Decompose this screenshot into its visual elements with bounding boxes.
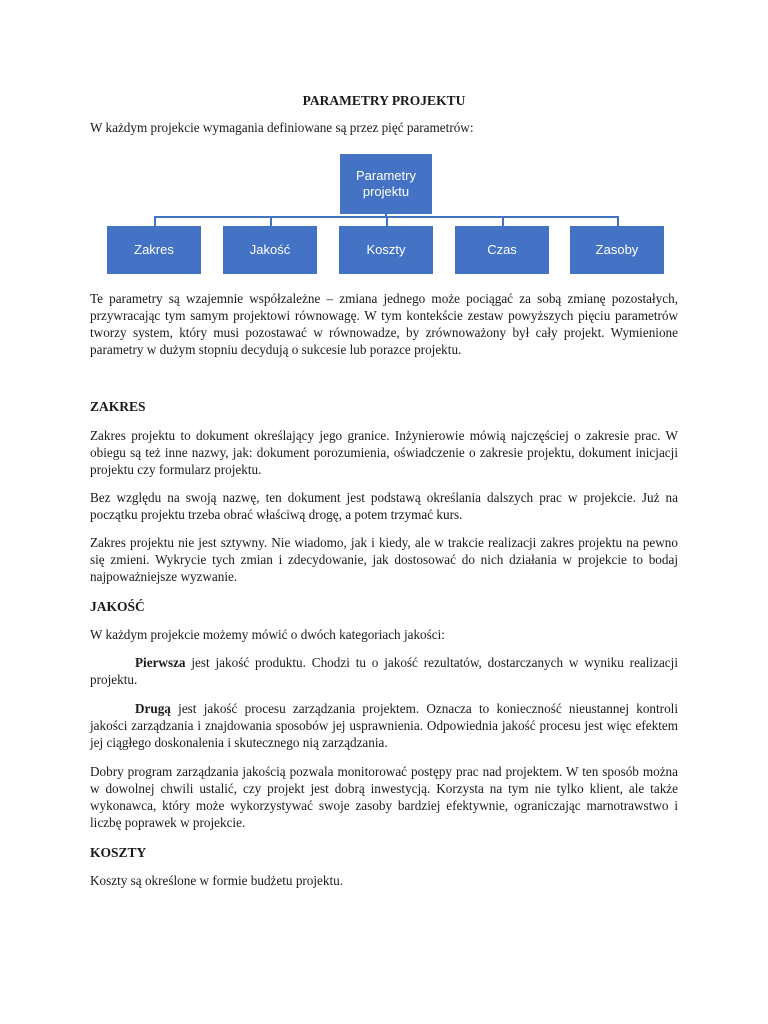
second-bold-term: Drugą: [135, 701, 171, 716]
connector-zasoby: [617, 216, 619, 226]
jakosc-paragraph-1: W każdym projekcie możemy mówić o dwóch kategoriach jakości:: [90, 627, 445, 642]
connector-zakres: [154, 216, 156, 226]
first-rest-text: jest jakość produktu. Chodzi tu o jakość rezultatów, dostarczanych w wyniku realizacji projektu.: [90, 655, 678, 687]
connector-jakosc: [270, 216, 272, 226]
connector-koszty: [386, 216, 388, 226]
first-bold-term: Pierwsza: [135, 655, 186, 670]
second-rest-text: jest jakość procesu zarządzania projektem. Oznacza to konieczność nieustannej kontroli jakości zarządzania i znajdowania sposobów jej usprawnienia. Odpowiednia jakość procesu jest więc efektem jej ciągłego doskonalenia i skutecznego nią zarządzania.: [90, 701, 678, 750]
diagram-node-czas: Czas: [455, 226, 549, 274]
intro-paragraph: W każdym projekcie wymagania definiowane są przez pięć parametrów:: [90, 120, 474, 135]
diagram-node-zakres: Zakres: [107, 226, 201, 274]
connector-czas: [502, 216, 504, 226]
diagram-node-jakosc: Jakość: [223, 226, 317, 274]
zakres-paragraph-2: Bez względu na swoją nazwę, ten dokument jest podstawą określania dalszych prac w projekcie. Już na początku projektu trzeba obrać właściwą drogę, a potem trzymać kurs.: [90, 490, 678, 522]
section-heading-zakres: ZAKRES: [90, 399, 146, 414]
jakosc-paragraph-first: [90, 654, 678, 688]
section-heading-jakosc: JAKOŚĆ: [90, 599, 145, 614]
diagram-node-zasoby: Zasoby: [570, 226, 664, 274]
diagram-node-koszty: Koszty: [339, 226, 433, 274]
parameters-paragraph: Te parametry są wzajemnie współzależne – zmiana jednego może pociągać za sobą zmianę pozostałych, przywracając tym samym projektowi równowagę. W tym kontekście zestaw powyższych pięciu parametrów tworzy system, który musi pozostawać w równowadze, by zrównoważony był cały projekt. Wymienione parametry w dużym stopniu decydują o sukcesie lub porazce projektu.: [90, 291, 678, 357]
section-heading-koszty: KOSZTY: [90, 845, 147, 860]
zakres-paragraph-1: Zakres projektu to dokument określający jego granice. Inżynierowie mówią najczęściej o zakresie prac. W obiegu są też inne nazwy, jak: dokument porozumienia, oświadczenie o zakresie projektu, dokument inicjacji projektu czy formularz projektu.: [90, 428, 678, 477]
koszty-paragraph-1: Koszty są określone w formie budżetu projektu.: [90, 873, 344, 888]
jakosc-paragraph-second: [90, 700, 678, 751]
diagram-root-node: Parametry projektu: [340, 154, 432, 214]
document-title: PARAMETRY PROJEKTU: [302, 93, 466, 108]
zakres-paragraph-3: Zakres projektu nie jest sztywny. Nie wiadomo, jak i kiedy, ale w trakcie realizacji zakres projektu na pewno się zmieni. Wykrycie tych zmian i zdecydowanie, jak dostosować do nich działania w projekcie to bodaj najpoważniejsze wyzwanie.: [90, 535, 678, 584]
jakosc-paragraph-4: Dobry program zarządzania jakością pozwala monitorować postępy prac nad projektem. W ten sposób można w dowolnej chwili ustalić, czy projekt jest dobrą inwestycją. Korzysta na tym nie tylko klient, ale także wykonawca, który może wykorzystywać swoje zasoby bardziej efektywnie, ograniczając marnotrawstwo i liczbę poprawek w projekcie.: [90, 764, 678, 830]
parameters-diagram: [90, 150, 678, 278]
